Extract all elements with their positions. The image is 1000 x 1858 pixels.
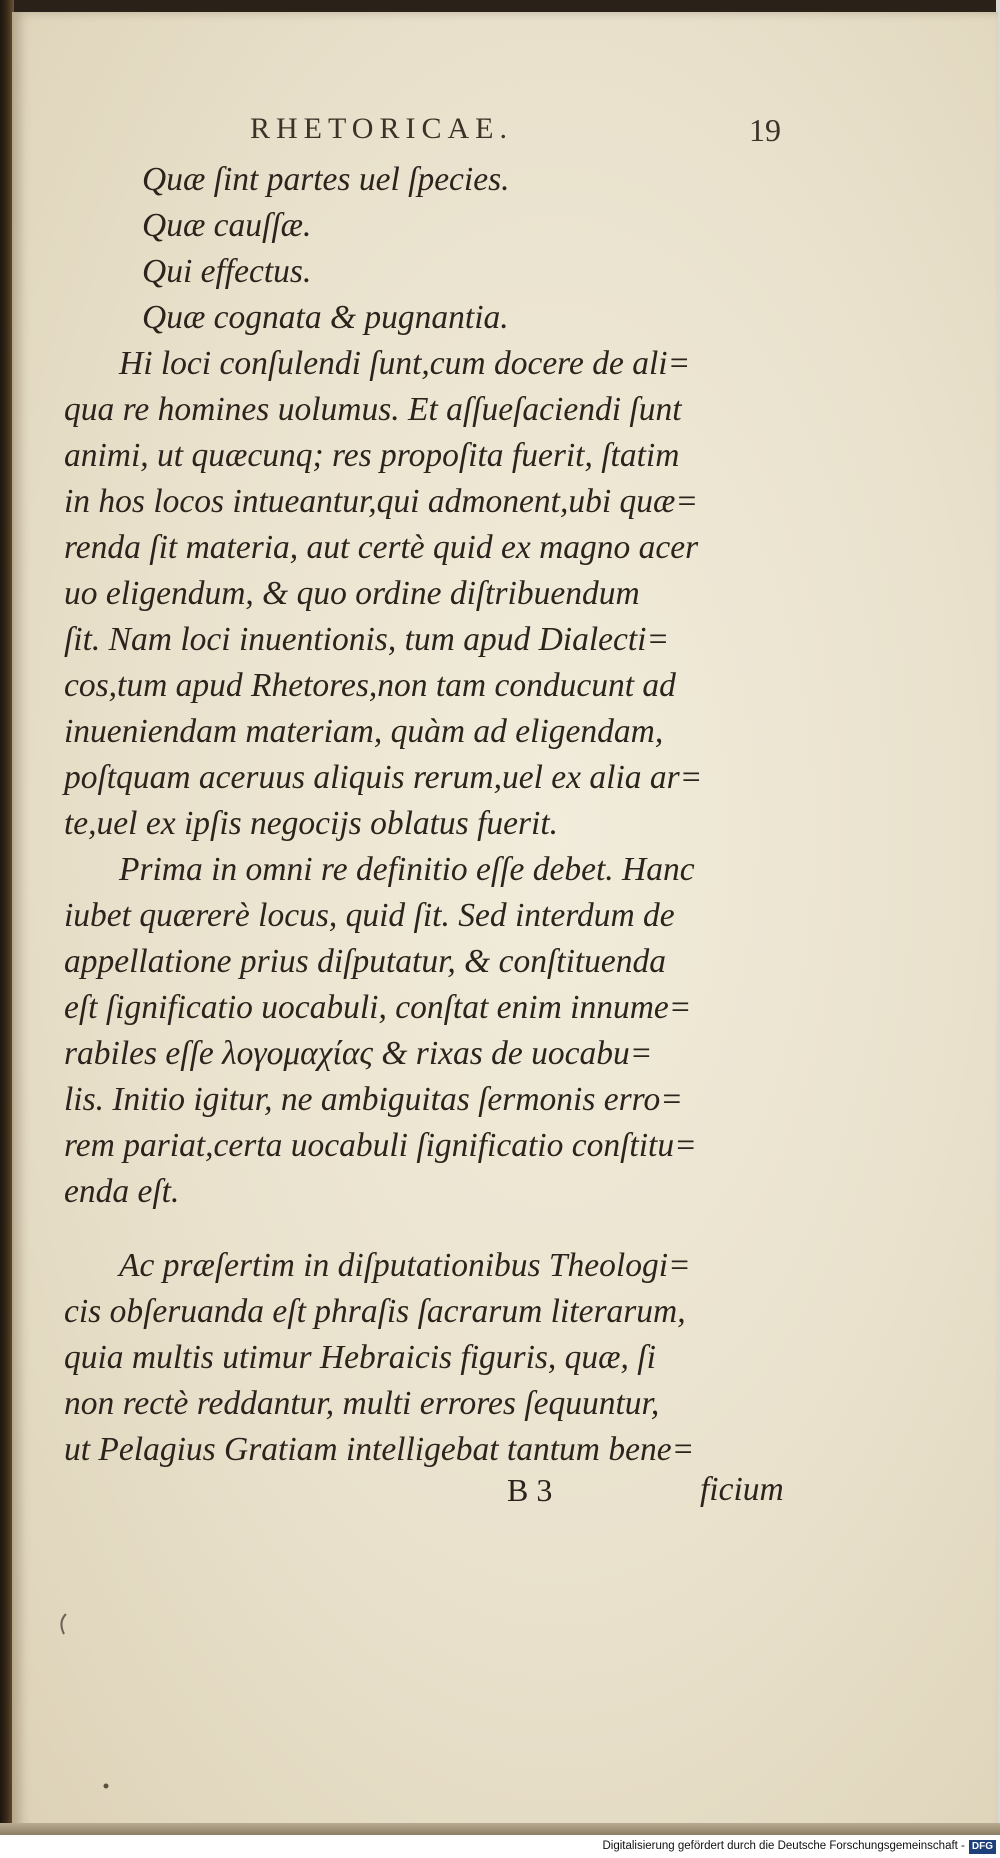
page-bottom-edge (0, 1823, 1000, 1835)
text-line: lis. Initio igitur, ne ambiguitas ſermonis erro= (64, 1081, 683, 1118)
text-line: Prima in omni re definitio eſſe debet. Hanc (119, 851, 695, 888)
credit-text: Digitalisierung gefördert durch die Deutsche Forschungsgemeinschaft - (602, 1840, 965, 1852)
text-line: appellatione prius diſputatur, & conſtituenda (64, 943, 667, 980)
text-line: non rectè reddantur, multi errores ſequuntur, (64, 1385, 660, 1422)
paper-dot-mark (102, 1782, 110, 1790)
text-line: Quæ cauſſæ. (142, 207, 312, 244)
text-line: Qui effectus. (142, 253, 312, 290)
text-line: enda eſt. (64, 1173, 180, 1210)
text-line: te,uel ex ipſis negocijs oblatus fuerit. (64, 805, 559, 842)
text-line: Quæ cognata & pugnantia. (142, 299, 509, 336)
scan-top-edge (0, 0, 1000, 12)
text-line: quia multis utimur Hebraicis figuris, quæ, ſi (64, 1339, 656, 1376)
text-line: rem pariat,certa uocabuli ſignificatio conſtitu= (64, 1127, 697, 1164)
catchword: ficium (700, 1471, 784, 1508)
text-line: Ac præſertim in diſputationibus Theologi= (119, 1247, 691, 1284)
text-line: poſtquam aceruus aliquis rerum,uel ex alia ar= (64, 759, 703, 796)
text-line: cis obſeruanda eſt phraſis ſacrarum literarum, (64, 1293, 686, 1330)
paper-speck-mark (54, 1612, 70, 1636)
text-line: Hi loci conſulendi ſunt,cum docere de ali= (119, 345, 691, 382)
catch-line (14, 1467, 1000, 1513)
text-line: rabiles eſſe λογομαχίας & rixas de uocabu= (64, 1035, 653, 1072)
dfg-logo: DFG (969, 1840, 996, 1854)
page-number: 19 (749, 112, 781, 148)
digitization-credit (602, 1836, 996, 1856)
text-line: eſt ſignificatio uocabuli, conſtat enim innume= (64, 989, 692, 1026)
text-line: renda ſit materia, aut certè quid ex magno acer (64, 529, 699, 566)
text-line: animi, ut quæcunq; res propoſita fuerit, ſtatim (64, 437, 680, 474)
text-line: qua re homines uolumus. Et aſſueſaciendi ſunt (64, 391, 682, 428)
text-line: iubet quærerè locus, quid ſit. Sed interdum de (64, 897, 675, 934)
text-line: ut Pelagius Gratiam intelligebat tantum bene= (64, 1431, 695, 1468)
text-line: ſit. Nam loci inuentionis, tum apud Dialecti= (64, 621, 670, 658)
text-line: uo eligendum, & quo ordine diſtribuendum (64, 575, 640, 612)
text-line: inueniendam materiam, quàm ad eligendam, (64, 713, 664, 750)
running-head: RHETORICAE. (250, 112, 513, 145)
body-text (64, 157, 804, 1473)
text-line: in hos locos intueantur,qui admonent,ubi quæ= (64, 483, 698, 520)
text-line: Quæ ſint partes uel ſpecies. (142, 161, 510, 198)
signature-mark: B 3 (507, 1472, 553, 1508)
book-page (12, 12, 998, 1835)
text-line: cos,tum apud Rhetores,non tam conducunt ad (64, 667, 676, 704)
